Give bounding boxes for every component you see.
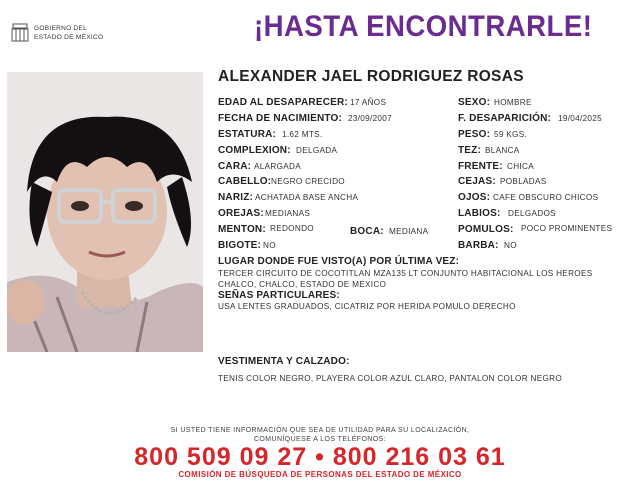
last-seen-label: LUGAR DONDE FUE VISTO(A) POR ÚLTIMA VEZ:: [218, 256, 460, 267]
clothing-text: TENIS COLOR NEGRO, PLAYERA COLOR AZUL CLARO, PANTALON COLOR NEGRO: [218, 374, 563, 383]
phone-numbers: [0, 443, 640, 472]
eyebrows-value: POBLADAS: [500, 177, 547, 186]
marks-text: USA LENTES GRADUADOS, CICATRIZ POR HERIDA POMULO DERECHO: [218, 302, 516, 311]
last-seen-line1: TERCER CIRCUITO DE COCOTITLAN MZA135 LT CONJUNTO HABITACIONAL LOS HEROES: [218, 269, 593, 278]
mustache-value: NO: [263, 241, 276, 250]
forehead-value: CHICA: [507, 162, 534, 171]
clothing-label: VESTIMENTA Y CALZADO:: [218, 356, 350, 367]
ears-value: MEDIANAS: [265, 209, 311, 218]
eyebrows-label: CEJAS:: [458, 176, 496, 187]
phone-separator: •: [315, 443, 325, 471]
cheekbones-value: POCO PROMINENTES: [521, 224, 613, 233]
eyes-value: CAFE OBSCURO CHICOS: [493, 193, 599, 202]
ears-label: OREJAS:: [218, 208, 264, 219]
face-label: CARA:: [218, 161, 252, 172]
marks-label: SEÑAS PARTICULARES:: [218, 290, 340, 301]
age-value: 17 AÑOS: [350, 98, 387, 107]
logo-text-line2: ESTADO DE MÉXICO: [34, 34, 104, 41]
mouth-label: BOCA:: [350, 226, 384, 237]
beard-label: BARBA:: [458, 240, 499, 251]
contact-note-line2: COMUNÍQUESE A LOS TELÉFONOS:: [253, 436, 387, 443]
commission-name: COMISIÓN DE BÚSQUEDA DE PERSONAS DEL ESTADO DE MÉXICO: [178, 470, 462, 479]
mustache-label: BIGOTE:: [218, 240, 262, 251]
sex-label: SEXO:: [458, 97, 491, 108]
weight-label: PESO:: [458, 129, 491, 140]
chin-value: REDONDO: [270, 224, 314, 233]
height-value: 1.62 MTS.: [282, 130, 323, 139]
disappearance-date-label: F. DESAPARICIÓN:: [458, 113, 552, 124]
skin-value: BLANCA: [485, 146, 520, 155]
nose-label: NARIZ:: [218, 192, 254, 203]
state-emblem-icon: [10, 22, 30, 44]
hair-label: CABELLO:: [218, 176, 272, 187]
build-value: DELGADA: [296, 146, 338, 155]
sex-value: HOMBRE: [494, 98, 532, 107]
disappearance-date-value: 19/04/2025: [558, 114, 602, 123]
lips-label: LABIOS:: [458, 208, 501, 219]
birthdate-label: FECHA DE NACIMIENTO:: [218, 113, 342, 124]
cheekbones-label: POMULOS:: [458, 224, 514, 235]
face-value: ALARGADA: [254, 162, 301, 171]
contact-note-line1: SI USTED TIENE INFORMACIÓN QUE SEA DE UTILIDAD PARA SU LOCALIZACIÓN,: [170, 427, 470, 434]
person-photo: [7, 72, 203, 352]
eyes-label: OJOS:: [458, 192, 491, 203]
government-logo: [10, 22, 120, 46]
contact-note: [0, 426, 640, 444]
logo-text-line1: GOBIERNO DEL: [34, 25, 88, 32]
hair-value: NEGRO CRECIDO: [271, 177, 345, 186]
last-seen-line2: CHALCO, CHALCO, ESTADO DE MEXICO: [218, 280, 387, 289]
nose-value: ACHATADA BASE ANCHA: [255, 193, 359, 202]
forehead-label: FRENTE:: [458, 161, 503, 172]
chin-label: MENTON:: [218, 224, 266, 235]
beard-value: NO: [504, 241, 517, 250]
lips-value: DELGADOS: [508, 209, 556, 218]
person-name: ALEXANDER JAEL RODRIGUEZ ROSAS: [218, 68, 524, 85]
build-label: COMPLEXION:: [218, 145, 291, 156]
mouth-value: MEDIANA: [389, 227, 429, 236]
phone-number-2[interactable]: 800 216 03 61: [332, 443, 506, 471]
height-label: ESTATURA:: [218, 129, 277, 140]
skin-label: TEZ:: [458, 145, 482, 156]
age-label: EDAD AL DESAPARECER:: [218, 97, 348, 108]
portrait-illustration: [7, 72, 203, 352]
birthdate-value: 23/09/2007: [348, 114, 392, 123]
weight-value: 59 KGS.: [494, 130, 528, 139]
headline: ¡HASTA ENCONTRARLE!: [254, 10, 593, 43]
phone-number-1[interactable]: 800 509 09 27: [134, 443, 308, 471]
